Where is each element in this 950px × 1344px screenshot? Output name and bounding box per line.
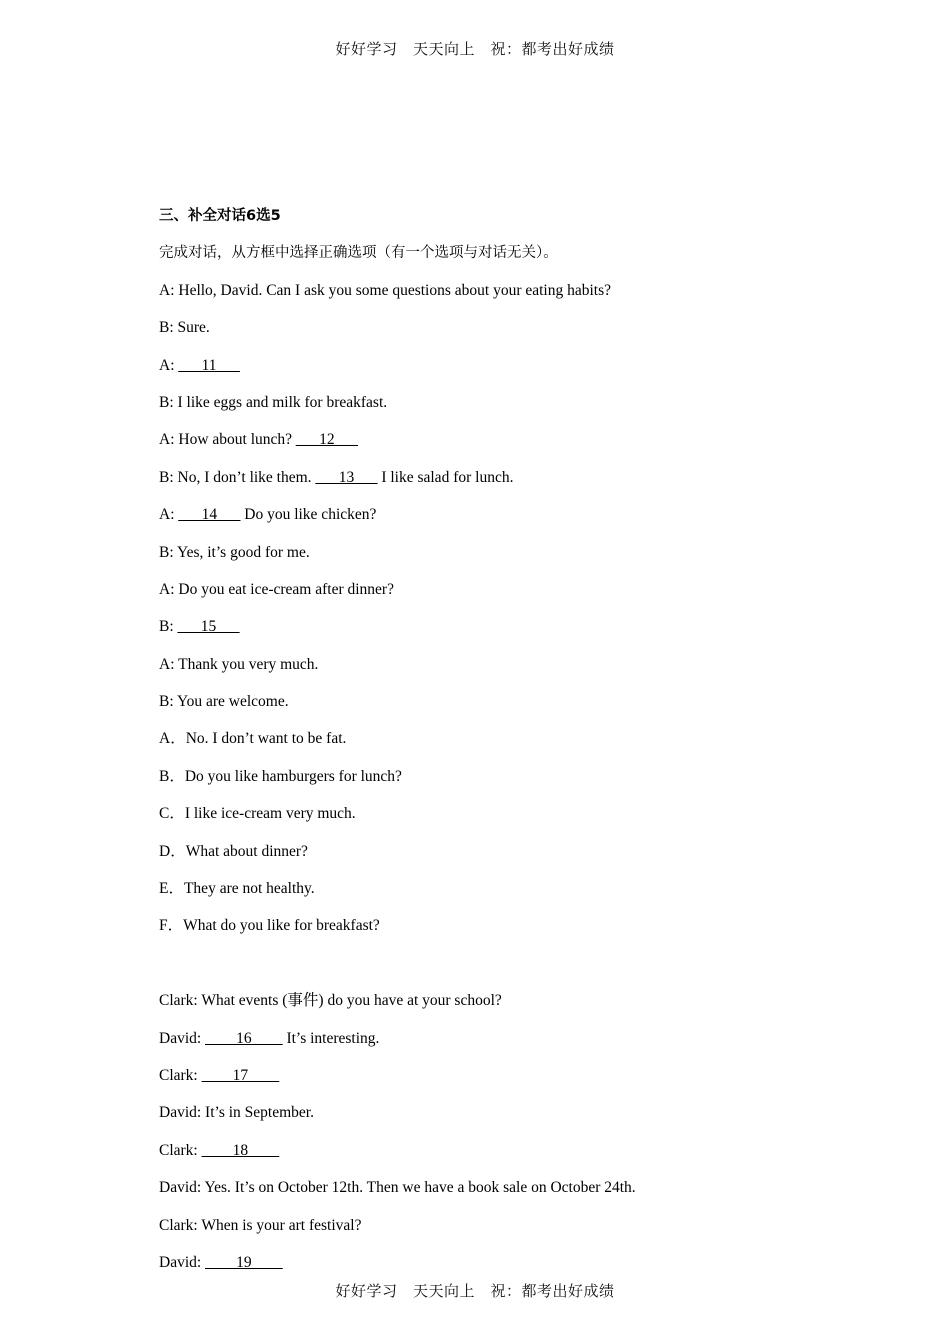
dialogue-line bbox=[159, 616, 799, 653]
dialogue-line: B: I like eggs and milk for breakfast. bbox=[159, 393, 388, 411]
blank-13[interactable]: ___13___ bbox=[315, 468, 378, 486]
dialogue-line: B: You are welcome. bbox=[159, 693, 289, 711]
speaker-prefix: Clark: bbox=[159, 1066, 202, 1084]
section-title: 三、补全对话6选5 bbox=[159, 208, 281, 224]
dialogue-line: A: Thank you very much. bbox=[159, 655, 319, 673]
line-text: B: No, I don’t like them. bbox=[159, 468, 316, 486]
dialogue-line: David: Yes. It’s on October 12th. Then we have a book sale on October 24th. bbox=[159, 1179, 636, 1197]
dialogue-line bbox=[159, 429, 799, 466]
page-footer: 好好学习 天天向上 祝：都考出好成绩 bbox=[335, 1282, 615, 1300]
blank-12[interactable]: ___12___ bbox=[295, 431, 358, 449]
dialogue-line: A: Do you eat ice-cream after dinner? bbox=[159, 580, 394, 598]
blank-18[interactable]: ____18____ bbox=[201, 1141, 280, 1159]
line-text: I like salad for lunch. bbox=[377, 468, 514, 486]
option-a: A．No. I don’t want to be fat. bbox=[159, 730, 347, 748]
speaker-prefix: David: bbox=[159, 1029, 206, 1047]
page-header: 好好学习 天天向上 祝：都考出好成绩 bbox=[335, 40, 615, 58]
option-e: E．They are not healthy. bbox=[159, 880, 315, 898]
dialogue-line bbox=[159, 467, 799, 504]
option-b: B．Do you like hamburgers for lunch? bbox=[159, 767, 402, 785]
speaker-prefix: B: bbox=[159, 618, 178, 636]
dialogue-line: A: Hello, David. Can I ask you some questions about your eating habits? bbox=[159, 281, 612, 299]
blank-17[interactable]: ____17____ bbox=[201, 1066, 280, 1084]
dialogue-line bbox=[159, 1028, 799, 1065]
speaker-prefix: David: bbox=[159, 1253, 206, 1271]
blank-19[interactable]: ____19____ bbox=[205, 1253, 283, 1271]
option-c: C．I like ice-cream very much. bbox=[159, 805, 356, 823]
dialogue-line bbox=[159, 1140, 799, 1177]
exercise-content bbox=[159, 205, 799, 1289]
blank-11[interactable]: ___11___ bbox=[178, 356, 240, 374]
dialogue-line: David: It’s in September. bbox=[159, 1104, 314, 1122]
dialogue-line bbox=[159, 1065, 799, 1102]
dialogue-line: B: Yes, it’s good for me. bbox=[159, 543, 310, 561]
blank-14[interactable]: ___14___ bbox=[178, 506, 241, 524]
speaker-prefix: Clark: bbox=[159, 1141, 202, 1159]
blank-16[interactable]: ____16____ bbox=[205, 1029, 283, 1047]
line-text: A: How about lunch? bbox=[159, 431, 296, 449]
dialogue-line: Clark: When is your art festival? bbox=[159, 1216, 362, 1234]
line-text: Do you like chicken? bbox=[240, 506, 377, 524]
option-d: D．What about dinner? bbox=[159, 842, 308, 860]
dialogue-line bbox=[159, 355, 799, 392]
option-f: F．What do you like for breakfast? bbox=[159, 917, 380, 935]
blank-15[interactable]: ___15___ bbox=[177, 618, 240, 636]
spacer bbox=[159, 953, 799, 990]
dialogue-line bbox=[159, 504, 799, 541]
dialogue-line: Clark: What events (事件) do you have at your school? bbox=[159, 992, 502, 1010]
speaker-prefix: A: bbox=[159, 506, 179, 524]
speaker-prefix: A: bbox=[159, 356, 179, 374]
dialogue-line: B: Sure. bbox=[159, 319, 210, 337]
section-instruction: 完成对话，从方框中选择正确选项（有一个选项与对话无关）。 bbox=[159, 245, 558, 262]
line-text: It’s interesting. bbox=[282, 1029, 380, 1047]
